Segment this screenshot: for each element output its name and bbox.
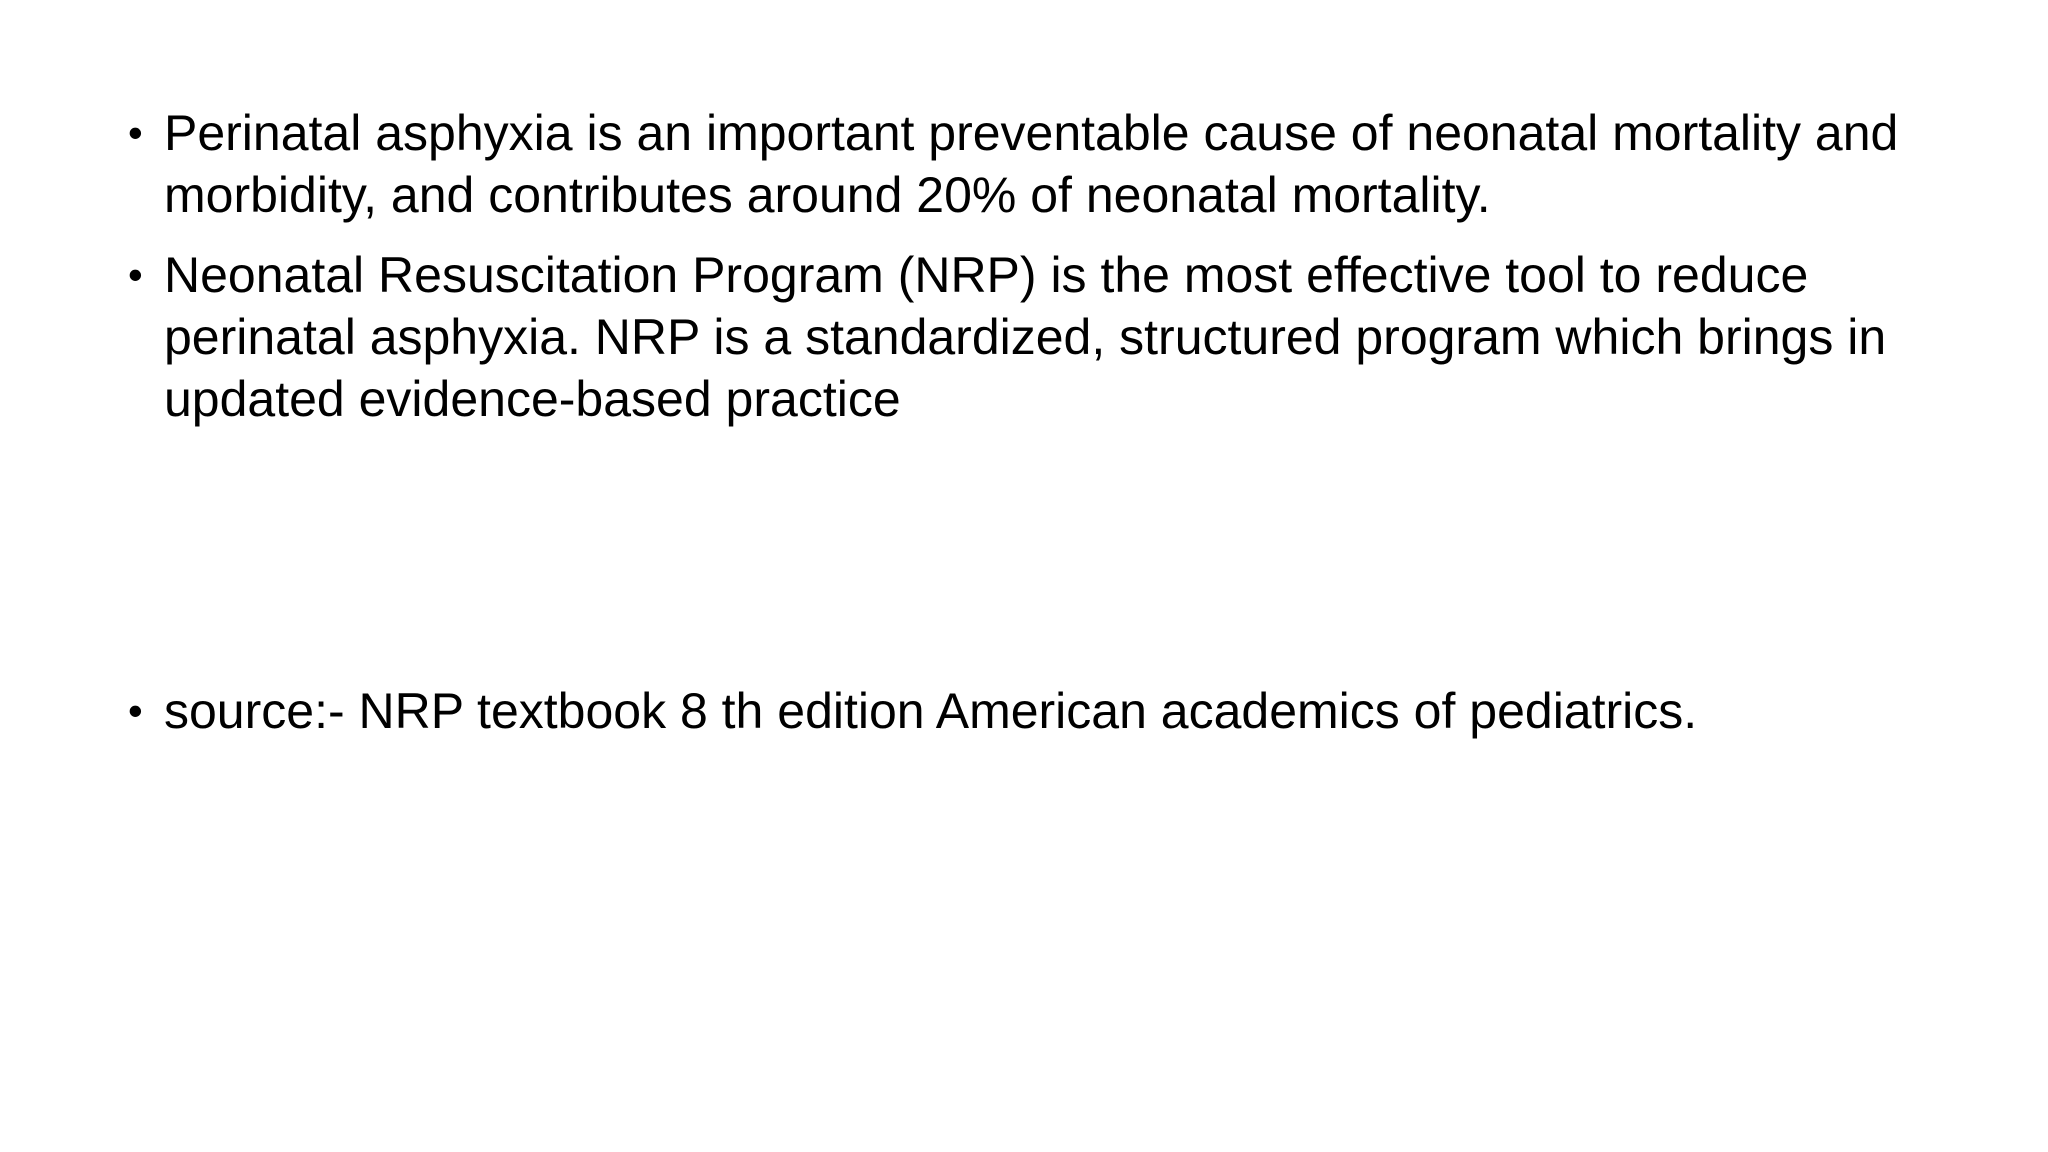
bullet-item-source (128, 680, 1908, 742)
bullet-text: source:- NRP textbook 8 th edition American academics of pediatrics. (164, 683, 1698, 739)
bullet-text: Perinatal asphyxia is an important preventable cause of neonatal mortality and morbidity, and contributes around 20% of neonatal mortality. (164, 105, 1899, 223)
bullet-icon: • (128, 251, 143, 298)
bullet-icon: • (128, 687, 143, 734)
bullet-item-nrp (128, 244, 1908, 430)
bullet-icon: • (128, 109, 143, 156)
bullet-list (128, 102, 1908, 742)
bullet-text: Neonatal Resuscitation Program (NRP) is the most effective tool to reduce perinatal asphyxia. NRP is a standardized, structured program which brings in updated evidence-based practice (164, 247, 1887, 427)
bullet-item-asphyxia (128, 102, 1908, 226)
